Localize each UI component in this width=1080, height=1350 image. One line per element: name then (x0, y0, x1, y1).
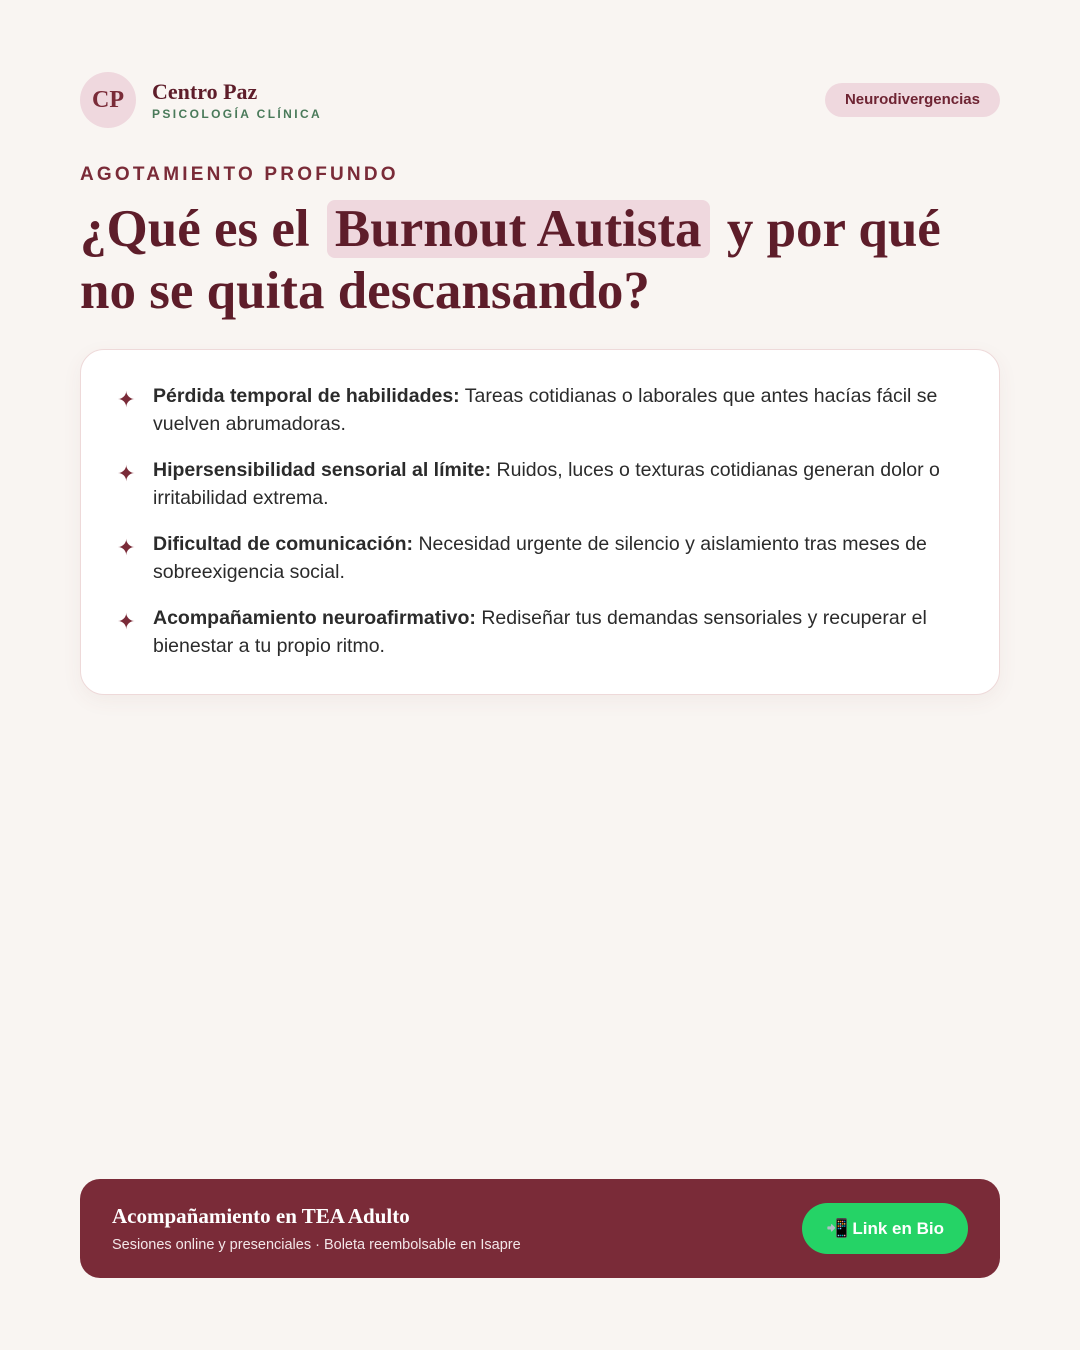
sparkle-icon: ✦ (117, 609, 136, 634)
logo: CP (80, 72, 136, 128)
title-highlight: Burnout Autista (327, 200, 710, 258)
title-after: y por qué no se quita descansando? (80, 200, 941, 320)
sparkle-icon: ✦ (117, 535, 136, 560)
list-item (117, 530, 961, 586)
item-text (153, 382, 961, 438)
brand-text (152, 80, 322, 121)
list-item (117, 456, 961, 512)
page-title (80, 198, 1000, 322)
footer-text (112, 1204, 521, 1253)
item-label: Pérdida temporal de habilidades: (153, 385, 460, 407)
title-before: ¿Qué es el (80, 200, 310, 258)
item-description: Ruidos, luces o texturas cotidianas generan dolor o irritabilidad extrema. (153, 459, 940, 509)
item-description: Tareas cotidianas o laborales que antes hacías fácil se vuelven abrumadoras. (153, 385, 938, 435)
footer-title: Acompañamiento en TEA Adulto (112, 1204, 410, 1228)
sparkle-icon: ✦ (117, 461, 136, 486)
item-description: Rediseñar tus demandas sensoriales y recuperar el bienestar a tu propio ritmo. (153, 607, 927, 657)
item-label: Hipersensibilidad sensorial al límite: (153, 459, 492, 481)
category-badge: Neurodivergencias (825, 83, 1000, 117)
item-description: Necesidad urgente de silencio y aislamiento tras meses de sobreexigencia social. (153, 533, 927, 583)
item-text (153, 530, 961, 586)
symptoms-card (80, 349, 1000, 695)
sparkle-icon: ✦ (117, 387, 136, 412)
list-item (117, 604, 961, 660)
header (80, 72, 1000, 128)
item-label: Dificultad de comunicación: (153, 533, 414, 555)
link-in-bio-button[interactable] (802, 1203, 968, 1254)
eyebrow: AGOTAMIENTO PROFUNDO (80, 164, 399, 185)
brand (80, 72, 322, 128)
cta-label: Link en Bio (852, 1218, 944, 1238)
footer-banner (80, 1179, 1000, 1278)
footer-subtitle: Sesiones online y presenciales · Boleta reembolsable en Isapre (112, 1237, 521, 1253)
brand-subtitle: PSICOLOGÍA CLÍNICA (152, 106, 323, 121)
item-text (153, 456, 961, 512)
mobile-phone-icon: 📲 (825, 1218, 849, 1238)
item-text (153, 604, 961, 660)
brand-name: Centro Paz (152, 78, 258, 104)
list-item (117, 382, 961, 438)
item-label: Acompañamiento neuroafirmativo: (153, 607, 476, 629)
